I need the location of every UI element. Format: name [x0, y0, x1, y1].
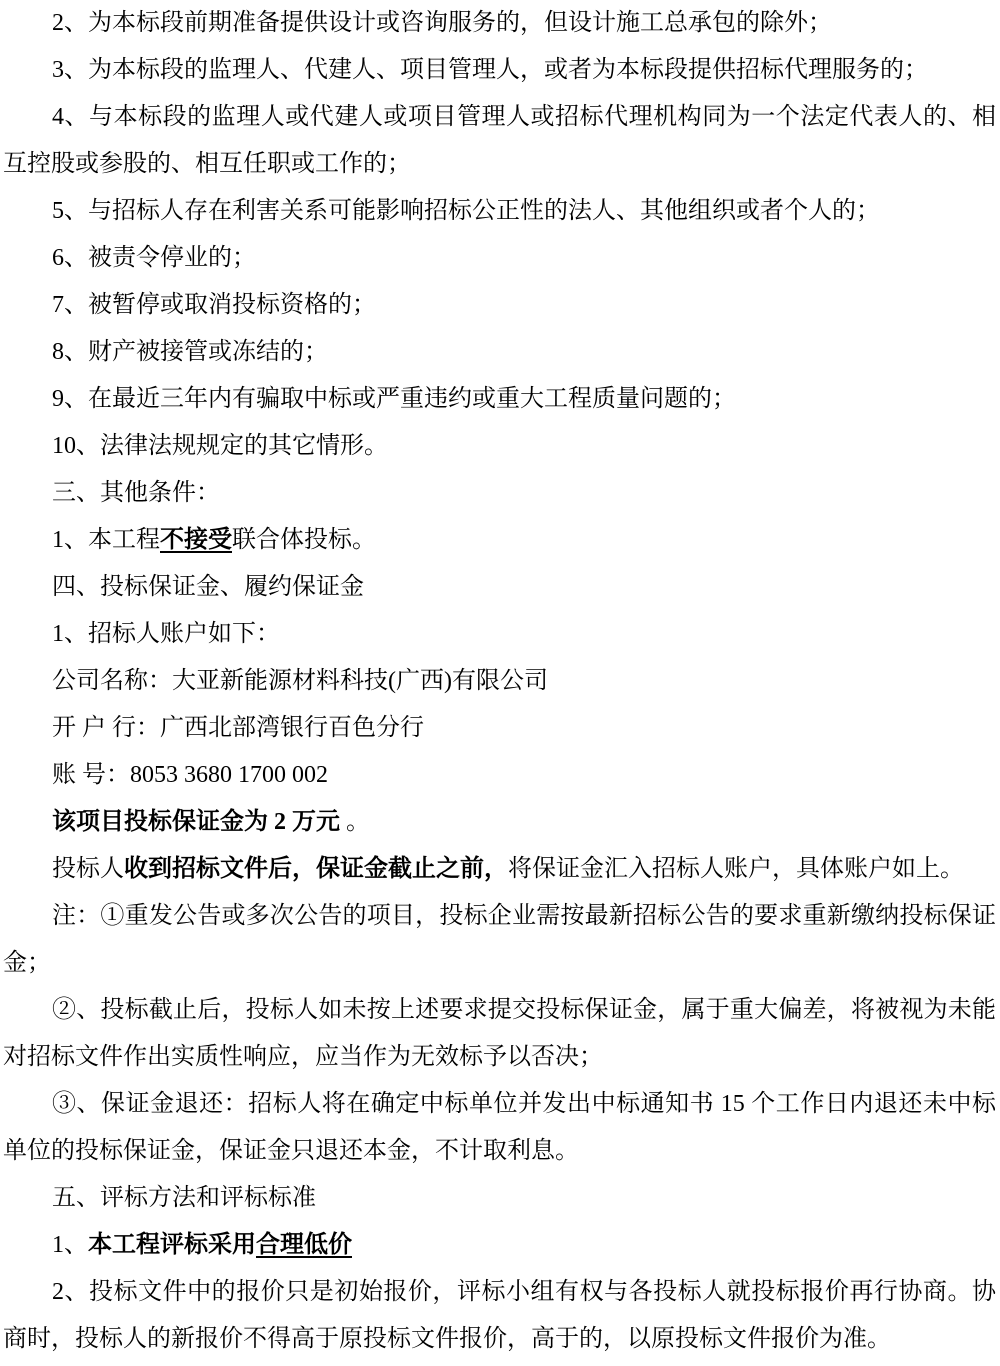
text-run: 公司名称：大亚新能源材料科技(广西)有限公司 [52, 668, 548, 694]
text-run-bold: 该项目投标保证金为 2 万元 [52, 809, 340, 835]
doc-paragraph [3, 188, 996, 235]
text-run: 3、为本标段的监理人、代建人、项目管理人，或者为本标段提供招标代理服务的； [52, 57, 928, 83]
text-run: 三、其他条件： [52, 480, 220, 506]
doc-paragraph [3, 94, 996, 188]
text-run: 1、招标人账户如下： [52, 621, 280, 647]
text-run: 10、法律法规规定的其它情形。 [52, 433, 388, 459]
text-run: ②、投标截止后，投标人如未按上述要求提交投标保证金，属于重大偏差，将被视为未能对招标文件作出实质性响应，应当作为无效标予以否决； [3, 997, 996, 1070]
text-run: 5、与招标人存在利害关系可能影响招标公正性的法人、其他组织或者个人的； [52, 198, 880, 224]
doc-paragraph [3, 611, 996, 658]
text-run-bold: 收到招标文件后，保证金截止之前， [124, 856, 508, 882]
text-run-bold-underline: 合理低价 [256, 1232, 352, 1258]
text-run: 2、投标文件中的报价只是初始报价，评标小组有权与各投标人就投标报价再行协商。协商时，投标人的新报价不得高于原投标文件报价，高于的，以原投标文件报价为准。 [3, 1279, 996, 1352]
section-heading [3, 564, 996, 611]
doc-paragraph [3, 329, 996, 376]
doc-paragraph [3, 282, 996, 329]
doc-paragraph [3, 705, 996, 752]
text-run: 9、在最近三年内有骗取中标或严重违约或重大工程质量问题的； [52, 386, 736, 412]
text-run: 投标人 [52, 856, 124, 882]
doc-paragraph [3, 846, 996, 893]
text-run: 账 号：8053 3680 1700 002 [52, 762, 328, 788]
text-run: 7、被暂停或取消投标资格的； [52, 292, 376, 318]
doc-paragraph [3, 752, 996, 799]
text-run: 注：①重发公告或多次公告的项目，投标企业需按最新招标公告的要求重新缴纳投标保证金； [3, 903, 996, 976]
text-run: 五、评标方法和评标标准 [52, 1185, 316, 1211]
doc-paragraph [3, 658, 996, 705]
doc-paragraph [3, 423, 996, 470]
text-run: 8、财产被接管或冻结的； [52, 339, 328, 365]
text-run: 1、本工程 [52, 527, 160, 553]
text-run-bold: 本工程评标采用 [88, 1232, 256, 1258]
doc-paragraph [3, 893, 996, 987]
doc-paragraph [3, 376, 996, 423]
doc-paragraph [3, 1222, 996, 1269]
text-run: 6、被责令停业的； [52, 245, 256, 271]
doc-paragraph [3, 235, 996, 282]
text-run: 1、 [52, 1232, 88, 1258]
text-run: 开 户 行：广西北部湾银行百色分行 [52, 715, 424, 741]
doc-paragraph [3, 47, 996, 94]
section-heading [3, 1175, 996, 1222]
doc-paragraph [3, 517, 996, 564]
text-run: 2、为本标段前期准备提供设计或咨询服务的，但设计施工总承包的除外； [52, 10, 832, 36]
text-run: 联合体投标。 [232, 527, 376, 553]
text-run: 。 [340, 809, 370, 835]
text-run: 将保证金汇入招标人账户，具体账户如上。 [508, 856, 964, 882]
doc-paragraph [3, 1269, 996, 1363]
text-run: ③、保证金退还：招标人将在确定中标单位并发出中标通知书 15 个工作日内退还未中标单位的投标保证金，保证金只退还本金，不计取利息。 [3, 1091, 996, 1164]
text-run: 4、与本标段的监理人或代建人或项目管理人或招标代理机构同为一个法定代表人的、相互控股或参股的、相互任职或工作的； [3, 104, 996, 177]
text-run-bold-underline: 不接受 [160, 527, 232, 553]
doc-paragraph [3, 799, 996, 846]
text-run: 四、投标保证金、履约保证金 [52, 574, 364, 600]
section-heading [3, 470, 996, 517]
doc-paragraph [3, 987, 996, 1081]
doc-paragraph [3, 1081, 996, 1175]
doc-paragraph [3, 0, 996, 47]
